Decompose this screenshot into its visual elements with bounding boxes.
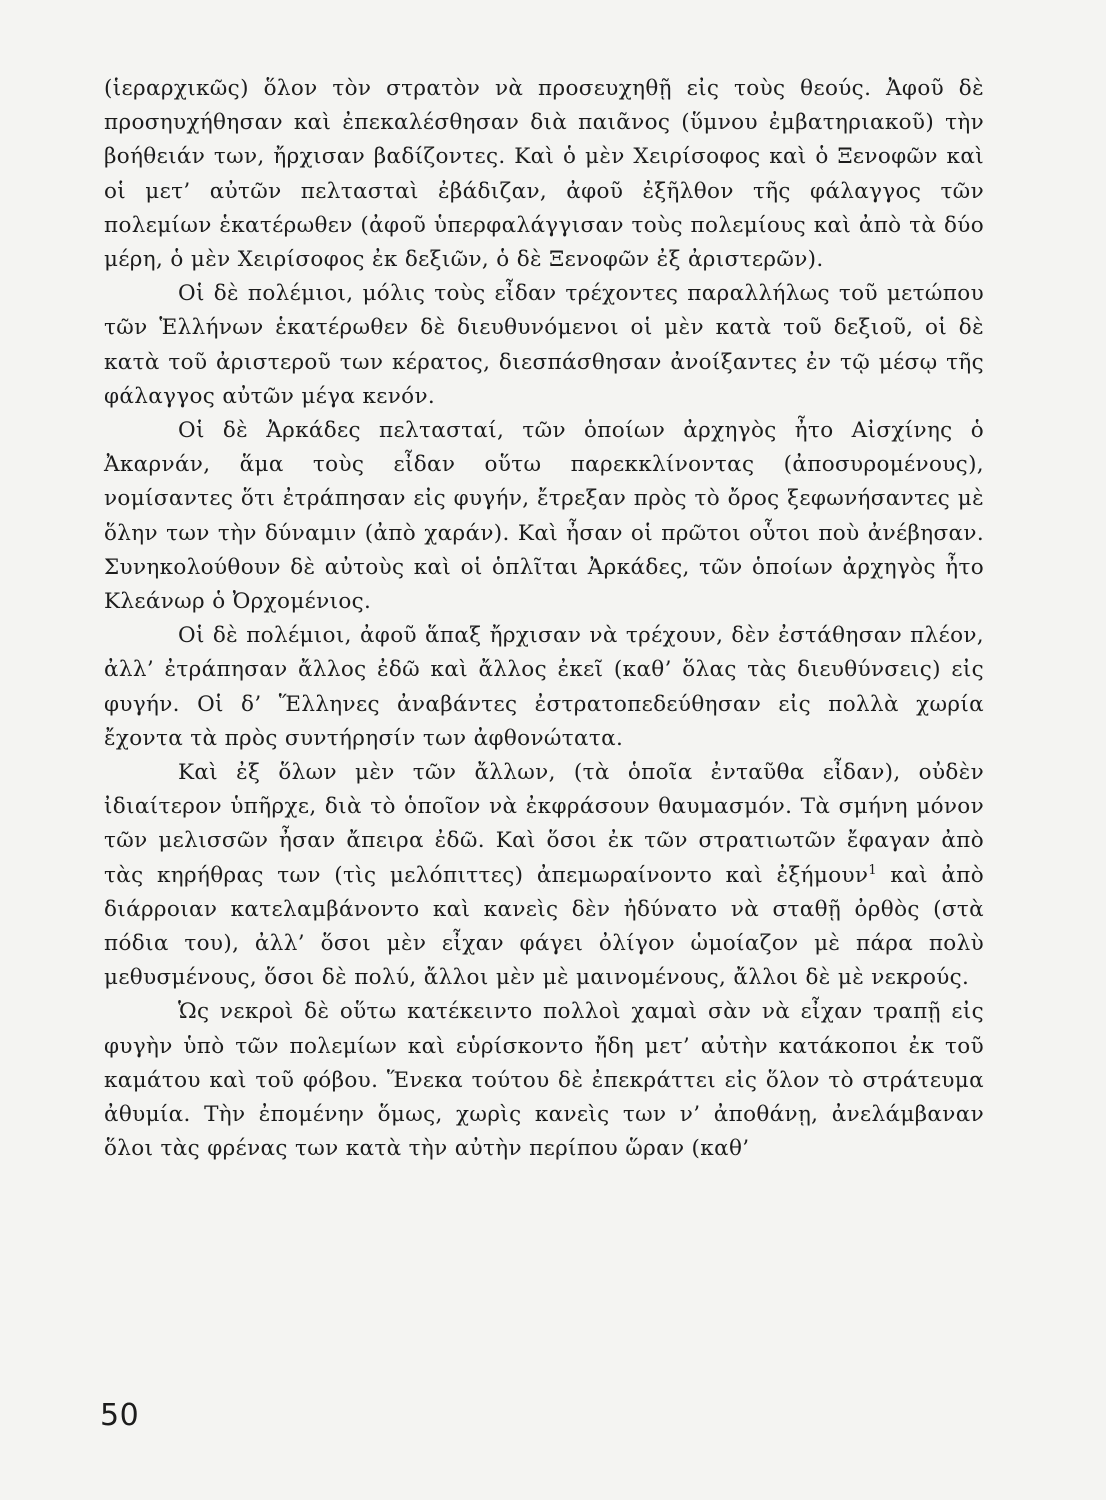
paragraph-5 [104,756,984,995]
body-text [104,72,984,1167]
paragraph-1: (ἱεραρχικῶς) ὅλον τὸν στρατὸν νὰ προσευχηθῇ εἰς τοὺς θεούς. Ἀφοῦ δὲ προσηυχήθησαν καὶ ἐπεκαλέσθησαν διὰ παιᾶνος (ὕμνου ἐμβατηριακοῦ) τὴν βοήθειάν των, ἤρχισαν βαδίζοντες. Καὶ ὁ μὲν Χειρίσοφος καὶ ὁ Ξενοφῶν καὶ οἱ μετ’ αὐτῶν πελτασταὶ ἐβάδιζαν, ἀφοῦ ἐξῆλθον τῆς φάλαγγος τῶν πολεμίων ἑκατέρωθεν (ἀφοῦ ὑπερφαλάγγισαν τοὺς πολεμίους καὶ ἀπὸ τὰ δύο μέρη, ὁ μὲν Χειρίσοφος ἐκ δεξιῶν, ὁ δὲ Ξενοφῶν ἐξ ἀριστερῶν). [104,76,984,273]
paragraph-6: Ὡς νεκροὶ δὲ οὕτω κατέκειντο πολλοὶ χαμαὶ σὰν νὰ εἶχαν τραπῇ εἰς φυγὴν ὑπὸ τῶν πολεμίων καὶ εὑρίσκοντο ἤδη μετ’ αὐτὴν κατάκοποι ἐκ τοῦ καμάτου καὶ τοῦ φόβου. Ἕνεκα τούτου δὲ ἐπεκράττει εἰς ὅλον τὸ στράτευμα ἀθυμία. Τὴν ἐπομένην ὅμως, χωρὶς κανεὶς των ν’ ἀποθάνῃ, ἀνελάμβαναν ὅλοι τὰς φρένας των κατὰ τὴν αὐτὴν περίπου ὥραν (καθ’ [104,999,984,1162]
paragraph-3: Οἱ δὲ Ἀρκάδες πελτασταί, τῶν ὁποίων ἀρχηγὸς ἦτο Αἰσχίνης ὁ Ἀκαρνάν, ἅμα τοὺς εἶδαν οὕτω παρεκκλίνοντας (ἀποσυρομένους), νομίσαντες ὅτι ἐτράπησαν εἰς φυγήν, ἔτρεξαν πρὸς τὸ ὄρος ξεφωνήσαντες μὲ ὅλην των τὴν δύναμιν (ἀπὸ χαράν). Καὶ ἦσαν οἱ πρῶτοι οὗτοι ποὺ ἀνέβησαν. Συνηκολούθουν δὲ αὐτοὺς καὶ οἱ ὁπλῖται Ἀρκάδες, τῶν ὁποίων ἀρχηγὸς ἦτο Κλεάνωρ ὁ Ὀρχομένιος. [104,418,984,615]
page-number: 50 [100,1398,140,1433]
footnote-marker: 1 [868,862,877,878]
paragraph-5-text: Καὶ ἐξ ὅλων μὲν τῶν ἄλλων, (τὰ ὁποῖα ἐνταῦθα εἶδαν), οὐδὲν ἰδιαίτερον ὑπῆρχε, διὰ τὸ ὁποῖον νὰ ἐκφράσουν θαυμασμόν. Τὰ σμήνη μόνον τῶν μελισσῶν ἦσαν ἄπειρα ἐδῶ. Καὶ ὅσοι ἐκ τῶν στρατιωτῶν ἔφαγαν ἀπὸ τὰς κηρήθρας των (τὶς μελόπιττες) ἀπεμωραίνοντο καὶ ἐξήμουν [104,760,984,888]
paragraph-2: Οἱ δὲ πολέμιοι, μόλις τοὺς εἶδαν τρέχοντες παραλλήλως τοῦ μετώπου τῶν Ἑλλήνων ἑκατέρωθεν δὲ διευθυνόμενοι οἱ μὲν κατὰ τοῦ δεξιοῦ, οἱ δὲ κατὰ τοῦ ἀριστεροῦ των κέρατος, διεσπάσθησαν ἀνοίξαντες ἐν τῷ μέσῳ τῆς φάλαγγος αὐτῶν μέγα κενόν. [104,281,984,409]
paragraph-4: Οἱ δὲ πολέμιοι, ἀφοῦ ἅπαξ ἤρχισαν νὰ τρέχουν, δὲν ἐστάθησαν πλέον, ἀλλ’ ἐτράπησαν ἄλλος ἐδῶ καὶ ἄλλος ἐκεῖ (καθ’ ὅλας τὰς διευθύνσεις) εἰς φυγήν. Οἱ δ’ Ἕλληνες ἀναβάντες ἐστρατοπεδεύθησαν εἰς πολλὰ χωρία ἔχοντα τὰ πρὸς συντήρησίν των ἀφθονώτατα. [104,623,984,751]
paragraph-5-continuation: καὶ ἀπὸ διάρροιαν κατελαμβάνοντο καὶ κανεὶς δὲν ἠδύνατο νὰ σταθῇ ὀρθὸς (στὰ πόδια του), ἀλλ’ ὅσοι μὲν εἶχαν φάγει ὀλίγον ὡμοίαζον μὲ πάρα πολὺ μεθυσμένους, ὅσοι δὲ πολύ, ἄλλοι μὲν μὲ μαινομένους, ἄλλοι δὲ μὲ νεκρούς. [104,862,984,991]
